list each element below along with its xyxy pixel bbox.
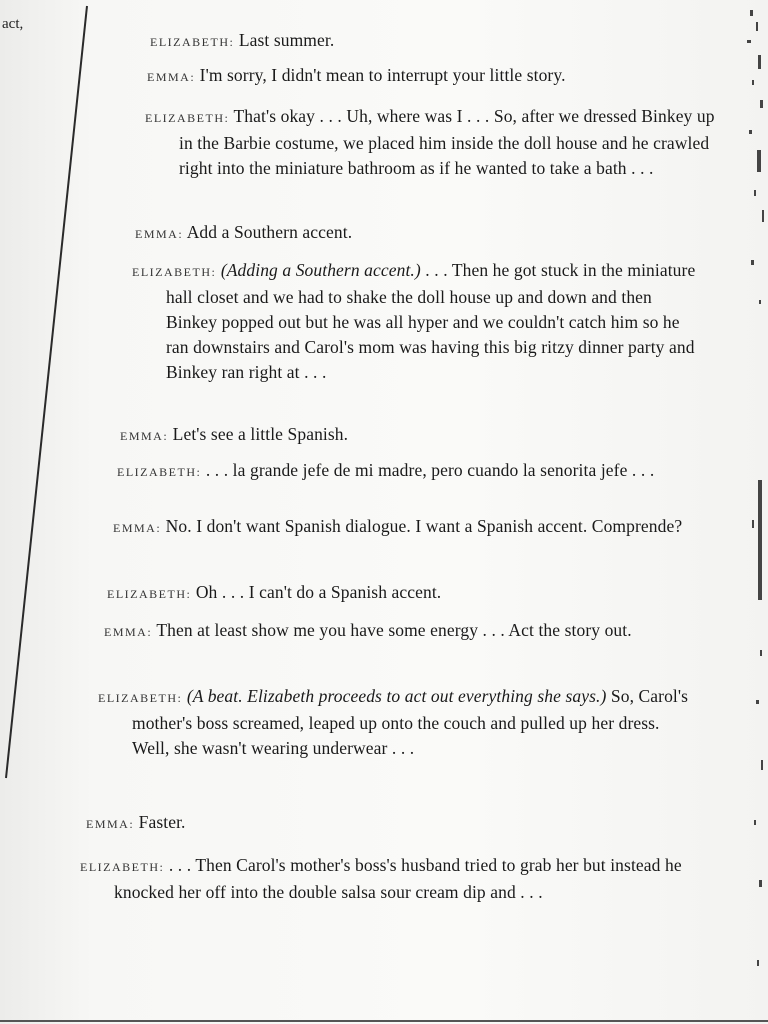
stage-direction: (Adding a Southern accent.) <box>220 260 421 280</box>
speech-line <box>80 853 699 905</box>
speaker-name: EMMA: <box>147 70 196 84</box>
margin-note: act, <box>2 16 24 32</box>
stage-direction: (A beat. Elizabeth proceeds to act out everything she says.) <box>186 686 607 706</box>
page-bottom-edge <box>0 1020 768 1022</box>
dialogue-text: Then at least show me you have some energy . . . Act the story out. <box>156 620 632 640</box>
speaker-name: ELIZABETH: <box>150 35 235 49</box>
speech-line <box>150 28 768 55</box>
dialogue-text: Last summer. <box>238 30 335 50</box>
speaker-name: EMMA: <box>86 817 135 831</box>
dialogue-text: So, Carol's mother's boss screamed, leaped up onto the couch and pulled up her dress. Well, she wasn't wearing underwear . . . <box>132 686 689 758</box>
speech-line <box>120 422 754 449</box>
speech-line <box>104 618 693 645</box>
speaker-name: ELIZABETH: <box>145 111 230 125</box>
speaker-name: ELIZABETH: <box>80 860 165 874</box>
dialogue-text: Add a Southern accent. <box>186 222 353 242</box>
dialogue-text: Faster. <box>138 812 186 832</box>
dialogue-text: . . . la grande jefe de mi madre, pero cuando la senorita jefe . . . <box>205 460 655 480</box>
speaker-name: EMMA: <box>135 227 184 241</box>
dialogue-text: That's okay . . . Uh, where was I . . . So, after we dressed Binkey up in the Barbie costume, we placed him inside the doll house and he crawled right into the miniature bathroom as if he wanted to take a bath . . . <box>179 106 715 178</box>
speech-line <box>145 104 717 181</box>
dialogue-text: . . . Then he got stuck in the miniature hall closet and we had to shake the doll house up and down and then Binkey popped out but he was all hyper and we couldn't catch him so he ran downstairs and Carol's mom was having this big ritzy dinner party and Binkey ran right at . . . <box>166 260 696 382</box>
speech-line <box>135 220 768 247</box>
dialogue-text: . . . Then Carol's mother's boss's husband tried to grab her but instead he knocked her off into the double salsa sour cream dip and . . . <box>114 855 682 902</box>
speech-line <box>132 258 706 385</box>
speech-line <box>86 810 720 837</box>
speaker-name: ELIZABETH: <box>132 265 217 279</box>
speech-line <box>147 63 768 90</box>
speaker-name: EMMA: <box>104 625 153 639</box>
speaker-name: ELIZABETH: <box>107 587 192 601</box>
speaker-name: EMMA: <box>113 521 162 535</box>
speech-line <box>98 684 692 761</box>
dialogue-text: Let's see a little Spanish. <box>172 424 349 444</box>
scan-noise <box>738 0 768 1024</box>
speech-line <box>113 514 695 541</box>
speaker-name: ELIZABETH: <box>117 465 202 479</box>
speaker-name: EMMA: <box>120 429 169 443</box>
speaker-name: ELIZABETH: <box>98 691 183 705</box>
speech-line <box>107 580 741 607</box>
dialogue-text: I'm sorry, I didn't mean to interrupt your little story. <box>199 65 566 85</box>
speech-line <box>117 458 706 485</box>
dialogue-text: Oh . . . I can't do a Spanish accent. <box>195 582 442 602</box>
dialogue-text: No. I don't want Spanish dialogue. I want a Spanish accent. Comprende? <box>165 516 683 536</box>
